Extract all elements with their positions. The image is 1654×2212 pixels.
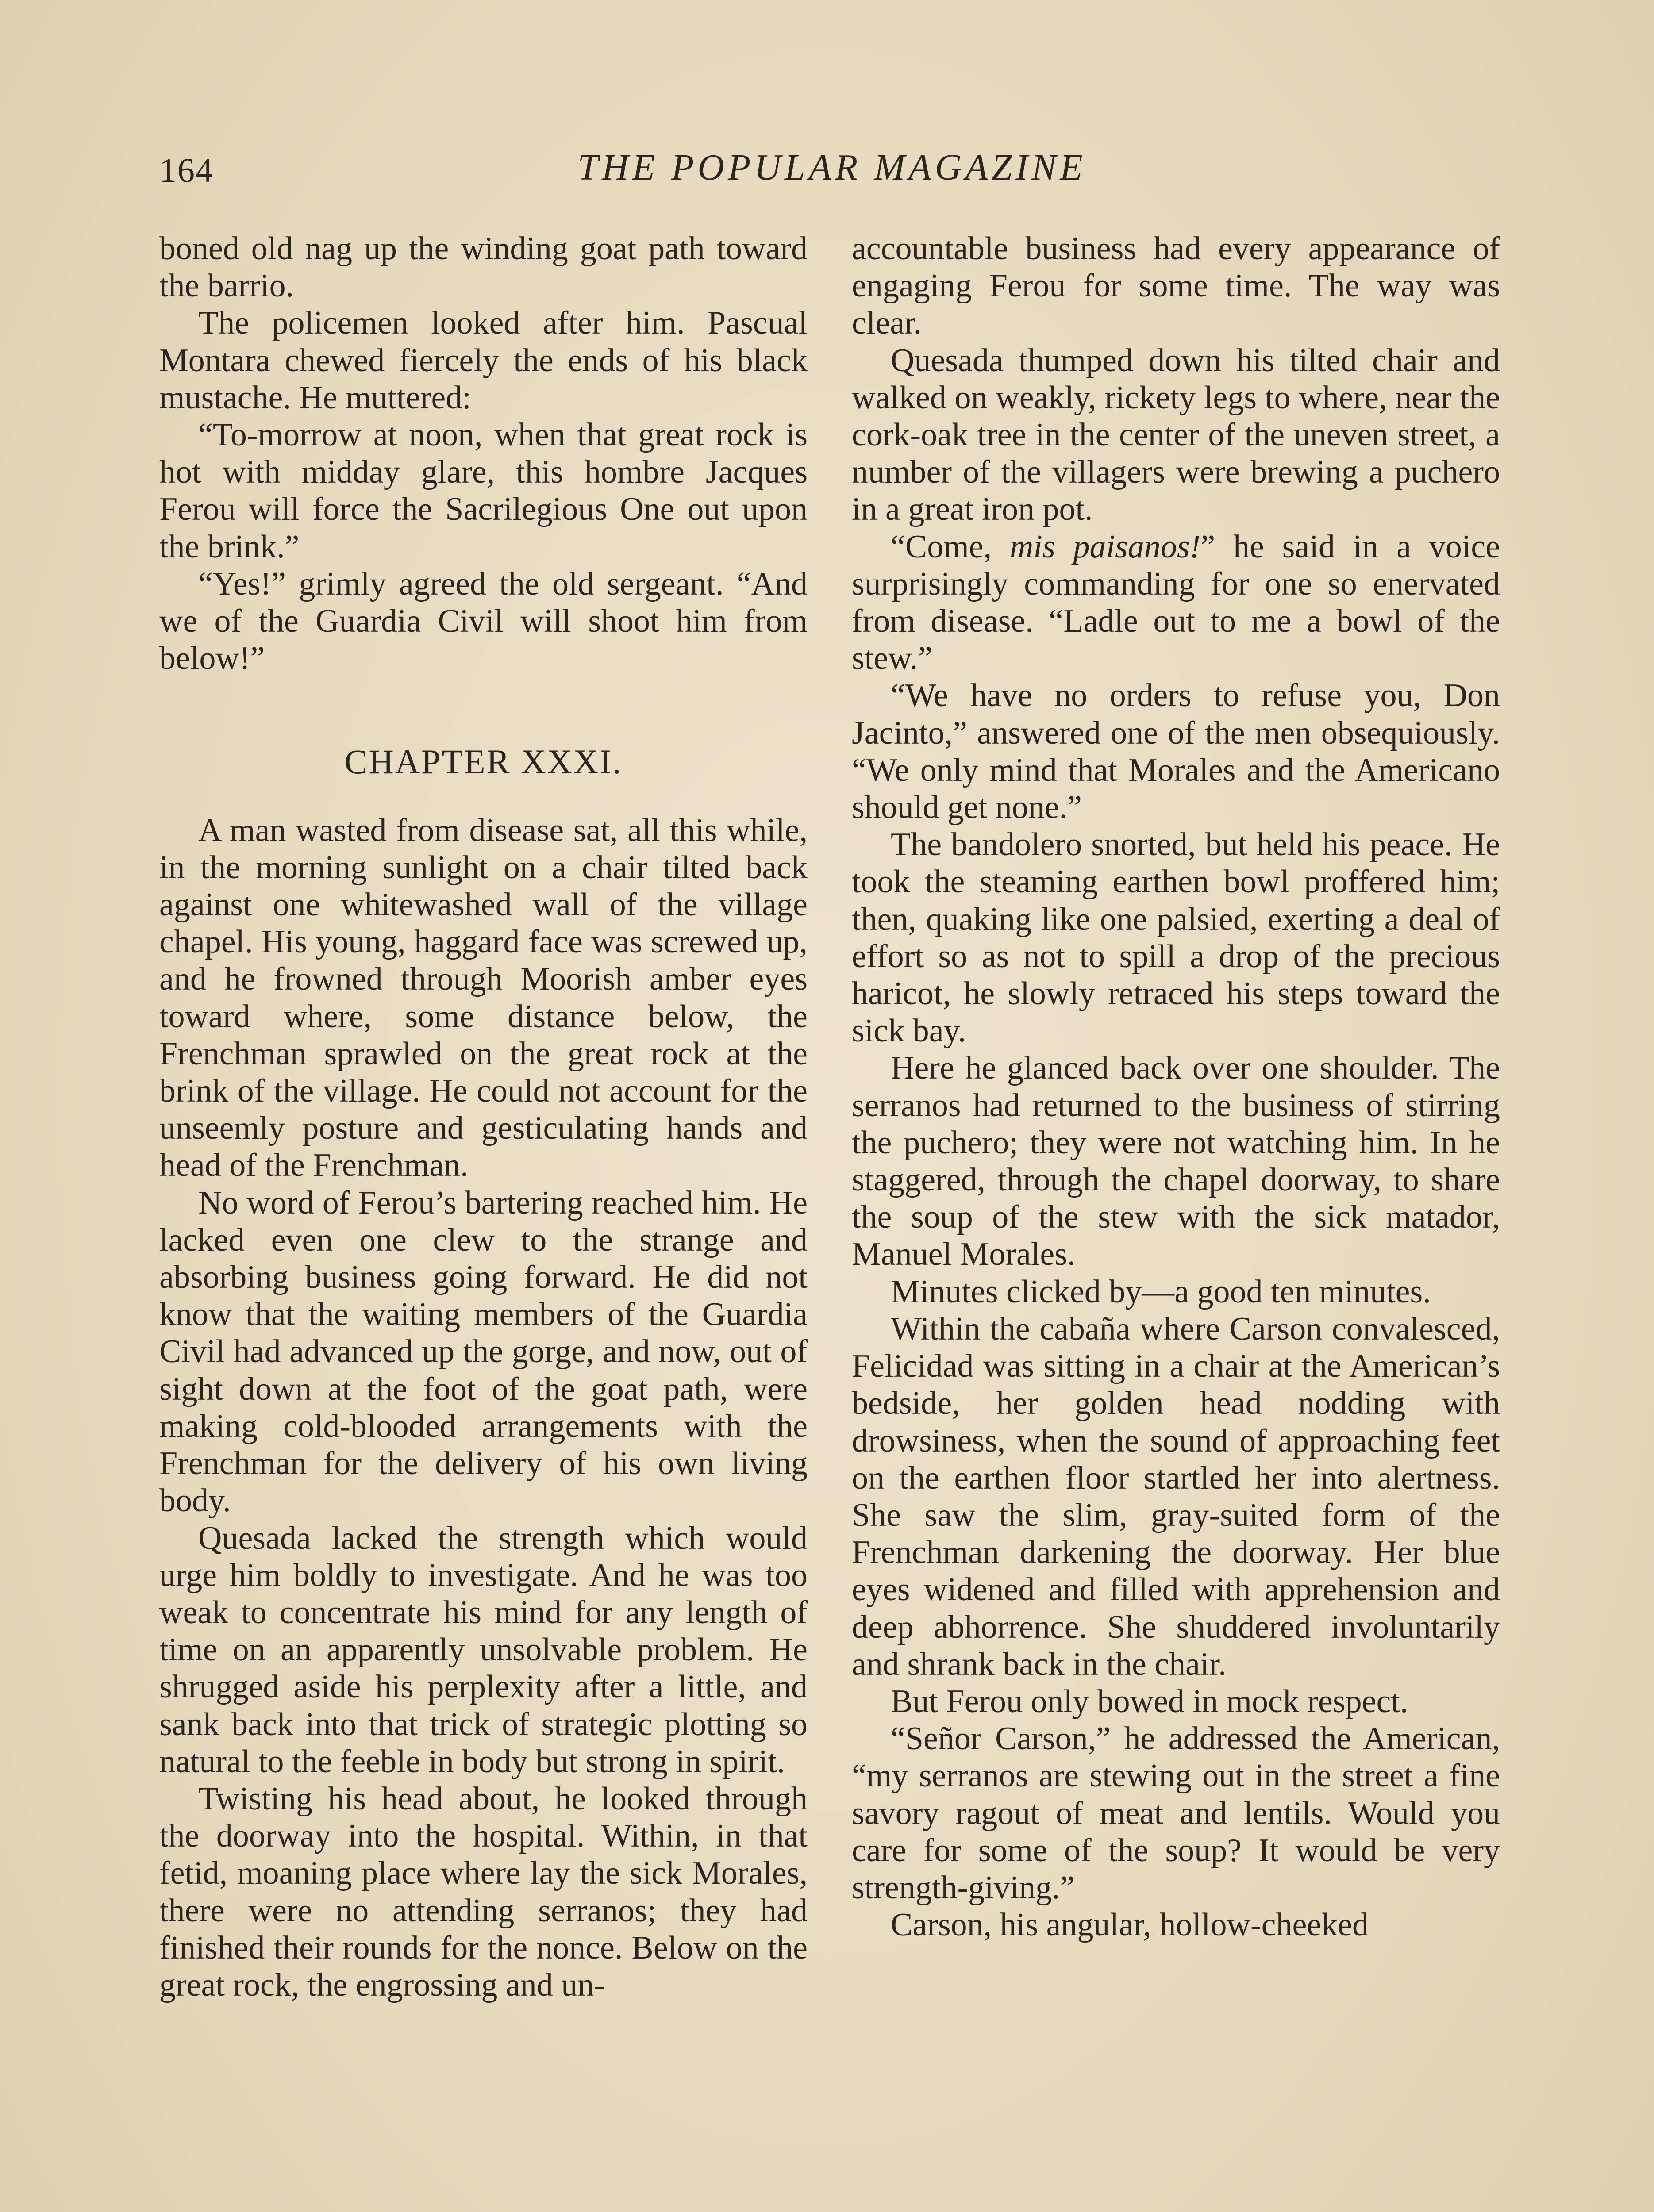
paragraph: Minutes clicked by—a good ten minutes. bbox=[891, 1273, 1431, 1310]
paragraph: No word of Ferou’s bartering reached him. He lacked even one clew to the strange and absorbing business going forward. He did not know that the waiting members of the Guardia Civil had advanced up the gorge, and now, out of sight down at the foot of the goat path, were making cold-blooded arrangements with the Frenchman for the delivery of his own living body. bbox=[159, 1184, 808, 1519]
paragraph: A man wasted from disease sat, all this while, in the morning sunlight on a chair tilted back against one whitewashed wall of the village chapel. His young, haggard face was screwed up, and he frowned through Moorish amber eyes toward where, some distance below, the Frenchman sprawled on the great rock at the brink of the village. He could not account for the unseemly posture and gesticulating hands and head of the Frenchman. bbox=[159, 812, 808, 1184]
paragraph: “Yes!” grimly agreed the old sergeant. “And we of the Guardia Civil will shoot him from below!” bbox=[159, 565, 808, 677]
paragraph: Quesada lacked the strength which would urge him boldly to investigate. And he was too weak to concentrate his mind for any length of time on an apparently unsolvable problem. He shrugged aside his perplexity after a little, and sank back into that trick of strategic plotting so natural to the feeble in body but strong in spirit. bbox=[159, 1520, 808, 1780]
left-column bbox=[159, 230, 808, 2004]
paragraph: “To-morrow at noon, when that great rock is hot with midday glare, this hombre Jacques Ferou will force the Sacrilegious One out upon the brink.” bbox=[159, 417, 808, 565]
paragraph: Within the cabaña where Carson convalesced, Felicidad was sitting in a chair at the American’s bedside, her golden head nodding with drowsiness, when the sound of approaching feet on the earthen floor startled her into alertness. She saw the slim, gray-suited form of the Frenchman darkening the doorway. Her blue eyes widened and filled with apprehension and deep abhorrence. She shuddered involuntarily and shrank back in the chair. bbox=[852, 1310, 1500, 1682]
paragraph bbox=[852, 528, 1500, 677]
paragraph: Carson, his angular, hollow-cheeked bbox=[891, 1907, 1369, 1943]
paragraph: Here he glanced back over one shoulder. The serranos had returned to the business of stirring the puchero; they were not watching him. In he staggered, through the chapel doorway, to share the soup of the stew with the sick matador, Manuel Morales. bbox=[852, 1050, 1500, 1273]
text-span: ” he said in a voice surprisingly commanding for one so enervated from disease. “Ladle out to me a bowl of the stew.” bbox=[852, 528, 1500, 677]
right-column bbox=[852, 230, 1500, 1943]
paragraph: accountable business had every appearance of engaging Ferou for some time. The way was clear. bbox=[852, 230, 1500, 342]
page-number: 164 bbox=[159, 151, 214, 189]
text-span: “Come, bbox=[891, 528, 1010, 565]
chapter-heading: CHAPTER XXXI. bbox=[344, 742, 623, 781]
page-header bbox=[159, 142, 1504, 199]
paragraph: Twisting his head about, he looked through the doorway into the hospital. Within, in that fetid, moaning place where lay the sick Morales, there were no attending serranos; they had finished their rounds for the nonce. Below on the great rock, the engrossing and un- bbox=[159, 1780, 808, 2003]
paragraph: boned old nag up the winding goat path toward the barrio. bbox=[159, 230, 808, 304]
paragraph: “Señor Carson,” he addressed the American, “my serranos are stewing out in the street a fine savory ragout of meat and lentils. Would you care for some of the soup? It would be very strength-giving.” bbox=[852, 1720, 1500, 1906]
italic-phrase: mis paisanos! bbox=[1009, 528, 1201, 565]
paragraph: The bandolero snorted, but held his peace. He took the steaming earthen bowl proffered him; then, quaking like one palsied, exerting a deal of effort so as not to spill a drop of the precious haricot, he slowly retraced his steps toward the sick bay. bbox=[852, 826, 1500, 1049]
paragraph: The policemen looked after him. Pascual Montara chewed fiercely the ends of his black mustache. He muttered: bbox=[159, 305, 808, 416]
paragraph: Quesada thumped down his tilted chair and walked on weakly, rickety legs to where, near the cork-oak tree in the center of the uneven street, a number of the villagers were brewing a puchero in a great iron pot. bbox=[852, 342, 1500, 528]
running-head-title: THE POPULAR MAGAZINE bbox=[577, 147, 1086, 188]
paragraph: “We have no orders to refuse you, Don Jacinto,” answered one of the men obsequiously. “We only mind that Morales and the Americano should get none.” bbox=[852, 677, 1500, 826]
paragraph: But Ferou only bowed in mock respect. bbox=[891, 1683, 1408, 1720]
